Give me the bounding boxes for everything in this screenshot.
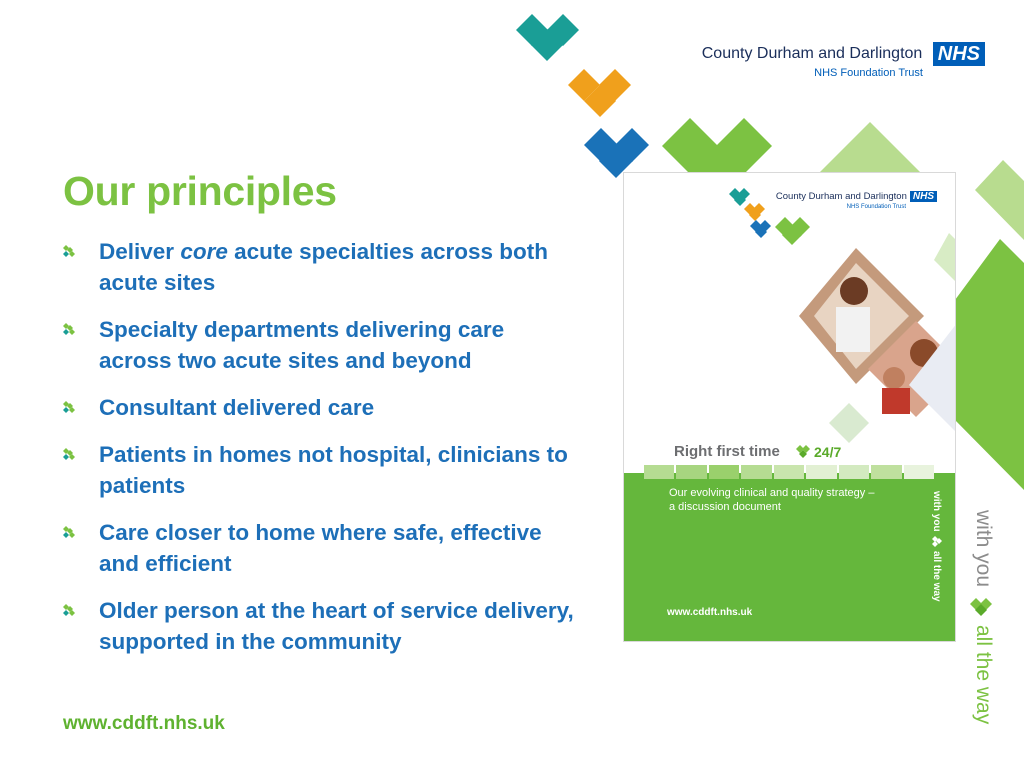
list-item xyxy=(62,517,582,579)
list-item xyxy=(62,236,582,298)
bullet-text: Consultant delivered care xyxy=(99,395,375,420)
list-item xyxy=(62,392,582,423)
cover-artwork xyxy=(624,173,956,473)
tagline-part2: all the way xyxy=(972,625,995,725)
cover-nhs-badge: NHS xyxy=(910,191,937,202)
cover-tagline-part2: all the way xyxy=(931,551,942,602)
bullet-text: Deliver xyxy=(99,239,181,264)
cover-description-line-1: Our evolving clinical and quality strategy – xyxy=(669,487,875,499)
cover-headline: Right first time xyxy=(674,443,780,460)
tagline-part1: with you xyxy=(972,510,995,588)
bullet-text: Care closer to home where safe, effective and efficient xyxy=(99,520,542,576)
bullet-text: Patients in homes not hospital, clinicians to patients xyxy=(99,442,568,498)
cover-url: www.cddft.nhs.uk xyxy=(667,607,753,618)
nhs-badge: NHS xyxy=(933,42,985,66)
tagline-heart-icon xyxy=(970,598,992,616)
bullet-heart-icon xyxy=(62,400,78,416)
cover-color-strip xyxy=(644,465,934,479)
slide-title: Our principles xyxy=(63,168,337,214)
trust-logo xyxy=(702,42,985,79)
bullet-heart-icon xyxy=(62,525,78,541)
list-item xyxy=(62,439,582,501)
logo-org-name: County Durham and Darlington xyxy=(701,45,923,62)
cover-tagline xyxy=(929,491,945,611)
bullet-text-rest: acute specialties across both acute sites xyxy=(99,239,548,295)
cover-trust-name: NHS Foundation Trust xyxy=(846,204,906,210)
blue-heart-icon xyxy=(584,128,649,178)
bullet-heart-icon xyxy=(62,447,78,463)
cover-tagline-part1: with you xyxy=(931,491,942,532)
cover-headline-heart-icon xyxy=(796,443,814,461)
bullet-heart-icon xyxy=(62,603,78,619)
cover-headline-247: 24/7 xyxy=(814,444,842,460)
tagline xyxy=(968,510,998,735)
bullet-heart-icon xyxy=(62,322,78,338)
footer-url: www.cddft.nhs.uk xyxy=(63,713,225,734)
list-item xyxy=(62,314,582,376)
principles-list xyxy=(62,236,582,673)
cover-tagline-heart-icon xyxy=(932,536,942,547)
cover-org-name: County Durham and Darlington xyxy=(775,191,907,202)
cover-description xyxy=(669,486,909,514)
strategy-document-cover xyxy=(623,172,956,642)
bullet-text: Specialty departments delivering care across two acute sites and beyond xyxy=(99,317,505,373)
orange-heart-icon xyxy=(568,69,631,117)
teal-heart-icon xyxy=(516,14,579,61)
cover-description-line-2: a discussion document xyxy=(669,501,781,513)
bullet-text: Older person at the heart of service delivery, supported in the community xyxy=(99,598,574,654)
list-item xyxy=(62,595,582,657)
bullet-heart-icon xyxy=(62,244,78,260)
logo-trust-name: NHS Foundation Trust xyxy=(814,67,923,79)
bullet-emphasis: core xyxy=(180,239,228,264)
